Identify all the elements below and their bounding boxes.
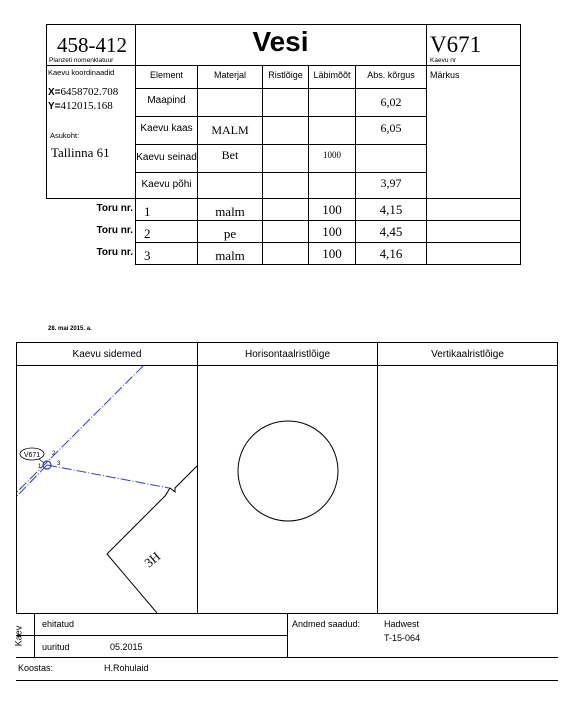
col-header-remarks: Märkus — [430, 70, 460, 80]
pipe-line — [17, 366, 143, 492]
col-header-section: Ristlõige — [268, 70, 303, 80]
data-source-label: Andmed saadud: — [292, 619, 361, 629]
pipe-line — [17, 465, 47, 496]
well-tag: V671 — [23, 452, 41, 459]
col-header-element: Element — [149, 70, 184, 80]
panel-title-vertical: Vertikaalristlõige — [431, 349, 504, 360]
card-title: Vesi — [252, 26, 309, 57]
pipe-diameter: 100 — [322, 246, 342, 261]
pipe-number: 2 — [144, 226, 151, 241]
row-height: 6,05 — [380, 121, 402, 135]
pipe-label-2: 2 — [52, 451, 56, 457]
building-outline — [107, 466, 197, 613]
pipe-label: Toru nr. — [96, 203, 133, 214]
nomenclature-label: Planzeti nomenklatuur — [49, 57, 114, 64]
pipe-material: pe — [223, 226, 237, 241]
row-material: Bet — [221, 148, 239, 162]
pipe-label: Toru nr. — [96, 247, 133, 258]
pipe-height: 4,15 — [379, 202, 403, 217]
col-header-diameter: Läbimõõt — [313, 70, 351, 80]
row-height: 6,02 — [380, 95, 402, 109]
data-source-value: Hadwest — [384, 619, 420, 629]
pipe-material: malm — [215, 204, 245, 219]
pipe-label: Toru nr. — [96, 225, 133, 236]
pipe-material: malm — [215, 248, 245, 263]
pipe-line — [47, 465, 169, 488]
coord-x: X=6458702.708 — [48, 86, 119, 98]
pipe-label-3: 3 — [57, 461, 61, 467]
row-element: Kaevu kaas — [140, 123, 193, 134]
pipe-number: 3 — [144, 248, 151, 263]
coords-label: Kaevu koordinaadid — [48, 68, 115, 77]
built-label: ehitatud — [42, 619, 75, 629]
well-number: V671 — [430, 32, 482, 57]
pipe-diameter: 100 — [322, 202, 342, 217]
coord-y: Y=412015.168 — [48, 100, 113, 112]
surveyed-value: 05.2015 — [110, 642, 143, 652]
row-element: Kaevu seinad — [136, 152, 197, 163]
col-header-height: Abs. kõrgus — [367, 70, 415, 80]
building-label: 3H — [141, 548, 164, 571]
horizontal-section — [198, 366, 377, 613]
col-header-material: Materjal — [213, 70, 246, 80]
author-value: H.Rohulaid — [104, 663, 149, 673]
row-element: Kaevu põhi — [141, 179, 192, 190]
data-source-code: T-15-064 — [384, 633, 421, 643]
pipe-number: 1 — [144, 204, 151, 219]
connections-sketch — [17, 366, 197, 613]
pipe-diameter: 100 — [322, 224, 342, 239]
well-number-label: Kaevu nr — [430, 57, 457, 64]
document-date: 28. mai 2015. a. — [48, 326, 92, 332]
side-label: Kaev — [13, 625, 24, 647]
row-height: 3,97 — [380, 176, 402, 190]
author-label: Koostas: — [18, 663, 54, 673]
pipe-label-1: 1 — [38, 464, 42, 470]
surveyed-label: uuritud — [42, 642, 70, 652]
nomenclature-value: 458-412 — [57, 33, 127, 57]
row-element: Maapind — [147, 95, 186, 106]
row-material: MALM — [211, 123, 249, 137]
well-cross-section — [238, 421, 338, 521]
location-value: Tallinna 61 — [51, 145, 110, 160]
pipe-height: 4,16 — [379, 246, 403, 261]
panel-title-connections: Kaevu sidemed — [72, 349, 142, 360]
row-diameter: 1000 — [323, 150, 341, 160]
pipe-height: 4,45 — [379, 224, 403, 239]
panel-title-horizontal: Horisontaalristlõige — [244, 349, 331, 360]
location-label: Asukoht: — [50, 131, 80, 140]
